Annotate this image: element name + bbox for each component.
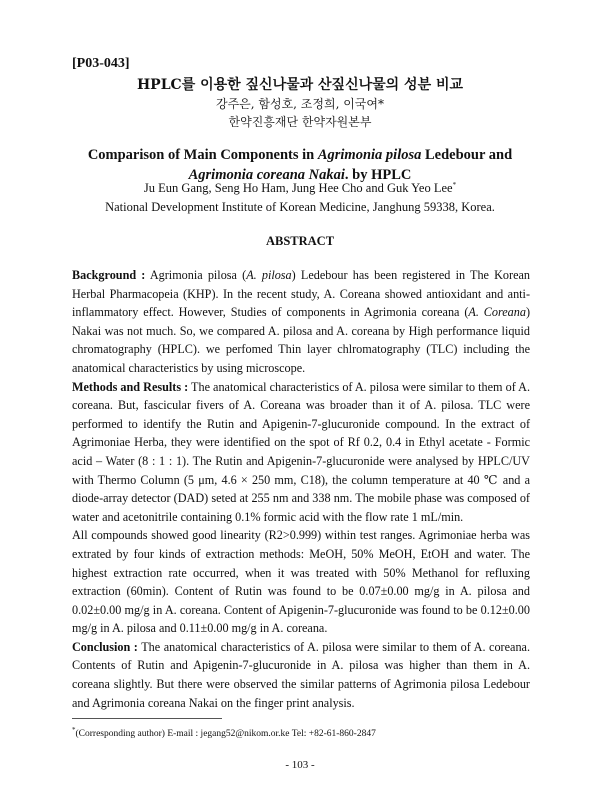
english-title [66, 145, 534, 185]
background-text-2: ) Ledebour has been registered in The Korean Herbal Pharmacopeia (KHP). In the recent study, A. Coreana showed antioxidant and anti-inflammatory effect. However, Studies of components in Agrimonia coreana ( [72, 268, 530, 320]
background-text-1: Agrimonia pilosa ( [145, 268, 247, 282]
conclusion-label: Conclusion : [72, 639, 138, 654]
methods-text: The anatomical characteristics of A. pilosa were similar to them of A. coreana. But, fascicular fivers of A. Coreana was broader than it of A. pilosa. TLC were performed to identify the Rutin and Apigenin-7-glucuronide compound. In the extract of Agrimoniae Herba, they were identified on the spot of Rf 0.2, 0.4 in Ethyl acetate - Formic acid – Water (8 : 1 : 1). The Rutin and Apigenin-7-glucuronide were analysed by HPLC/UV with Thermo Column (5 μm, 4.6 × 250 mm, C18), the column temperature at 40 ℃ and a diode-array detector (DAD) seted at 255 nm and 338 nm. The mobile phase was composed of water and acetonitrile containing 0.1% formic acid with the flow rate 1 mL/min. [72, 379, 530, 524]
results-paragraph: All compounds showed good linearity (R2>0.999) within test ranges. Agrimoniae herba was extrated by four kinds of extraction methods: MeOH, 50% MeOH, EtOH and water. The highest extraction rate occurred, when it was treated with 50% Methanol for refluxing extraction (60min). Content of Rutin was found to be 0.07±0.00 mg/g in A. pilosa and 0.02±0.00 mg/g in A. coreana. Content of Apigenin-7-glucuronide was found to be 0.12±0.00 mg/g in A. pilosa and 0.11±0.00 mg/g in A. coreana. [72, 528, 530, 636]
corresponding-mark: * [452, 181, 457, 189]
abstract-code: [P03-043] [72, 56, 130, 71]
korean-affiliation: 한약진흥재단 한약자원본부 [228, 115, 372, 129]
background-text-3: ) Nakai was not much. So, we compared A. pilosa and A. coreana by High performance liquid chromatography (HPLC). we perfomed Thin layer chlromatography (TLC) including the anatomical characteristics by using microscope. [72, 305, 530, 375]
conclusion-text: The anatomical characteristics of A. pilosa were similar to them of A. coreana. Contents of Rutin and Apigenin-7-glucuronide in A. pilosa was higher than them in A. coreana slightly. But there were observed the similar patterns of Agrimonia pilosa Ledebour and Agrimonia coreana Nakai on the finger print analysis. [72, 639, 530, 710]
abstract-heading: ABSTRACT [265, 234, 335, 248]
footnote [72, 726, 376, 739]
english-affiliation: National Development Institute of Korean Medicine, Janghung 59338, Korea. [105, 200, 495, 214]
korean-authors: 강주은, 함성호, 조정희, 이국여* [216, 97, 384, 111]
authors-names: Ju Eun Gang, Seng Ho Ham, Jung Hee Cho and Guk Yeo Lee [143, 181, 453, 196]
abstract-body [72, 266, 530, 712]
title-part-1: Comparison of Main Components in [87, 147, 318, 163]
korean-title: HPLC를 이용한 짚신나물과 산짚신나물의 성분 비교 [136, 77, 464, 93]
background-label: Background : [72, 268, 146, 282]
footnote-text: (Corresponding author) E-mail : jegang52@nikom.or.ke Tel: +82-61-860-2847 [75, 729, 376, 740]
footnote-divider [72, 718, 222, 719]
background-italic-1: A. pilosa [246, 268, 292, 282]
title-part-2: Ledebour and [421, 147, 513, 163]
conclusion-paragraph [72, 638, 530, 712]
methods-label: Methods and Results : [72, 379, 189, 394]
title-species-2: Agrimonia coreana Nakai [188, 167, 345, 183]
background-paragraph [72, 266, 530, 378]
title-species-1: Agrimonia pilosa [317, 147, 422, 163]
footnote-mark: * [72, 726, 76, 734]
background-italic-2: A. Coreana [468, 305, 526, 320]
english-authors [0, 181, 600, 196]
page-number: - 103 - [285, 759, 315, 771]
methods-paragraph [72, 378, 530, 527]
title-part-3: . by HPLC [344, 167, 412, 183]
